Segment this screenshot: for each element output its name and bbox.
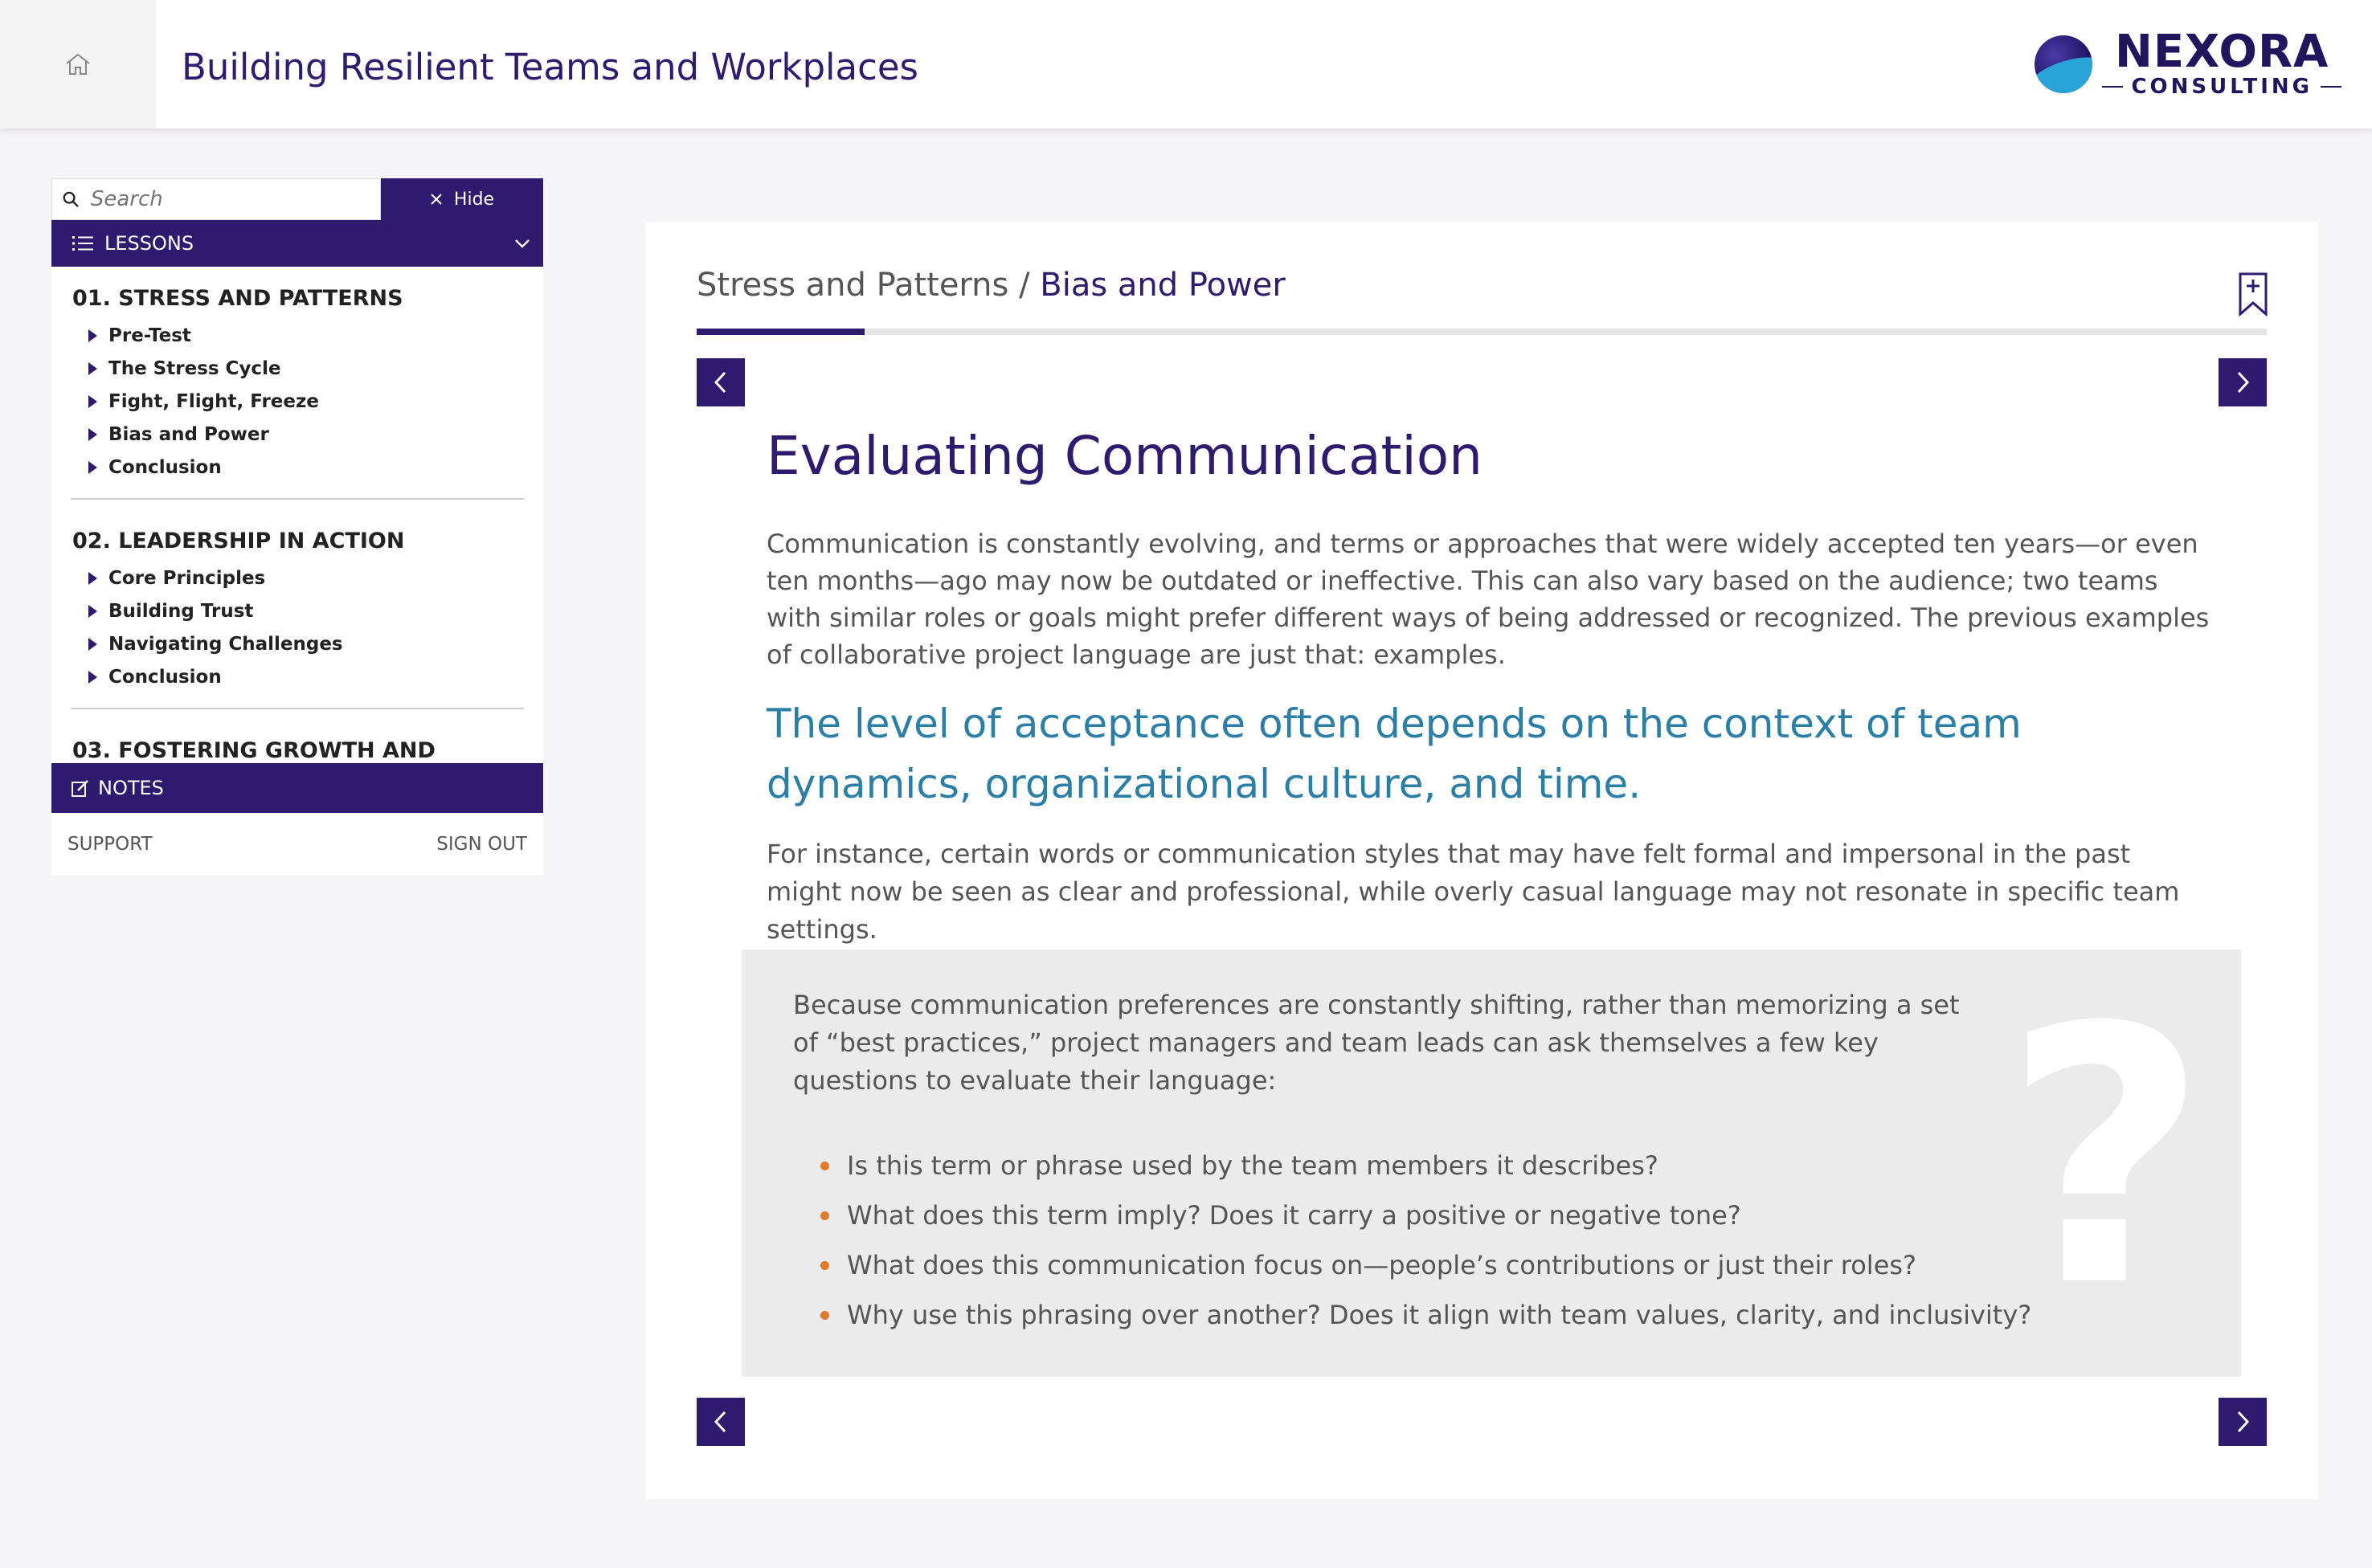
sidebar-footer <box>51 813 543 876</box>
lesson-item-stress-cycle[interactable] <box>71 352 524 385</box>
lesson-item-pre-test[interactable] <box>71 319 524 352</box>
question-text: What does this communication focus on—people’s contributions or just their roles? <box>847 1250 1917 1280</box>
bookmark-add-icon <box>2238 272 2268 316</box>
sidebar <box>51 178 543 876</box>
hide-sidebar-button[interactable] <box>381 178 543 220</box>
bookmark-button[interactable] <box>2238 272 2268 320</box>
close-icon <box>430 193 443 206</box>
question-mark-icon: ? <box>2003 953 2209 1364</box>
chevron-down-icon[interactable] <box>514 239 530 248</box>
lesson-label: Pre-Test <box>108 325 191 346</box>
page-heading: Evaluating Communication <box>767 425 1482 487</box>
bullet-icon <box>820 1162 829 1170</box>
top-bar <box>0 0 2372 129</box>
play-triangle-icon <box>88 572 97 585</box>
bullet-icon <box>820 1261 829 1270</box>
home-icon <box>64 52 92 76</box>
search-box[interactable] <box>51 178 381 220</box>
chevron-left-icon <box>713 1410 729 1434</box>
lessons-header[interactable] <box>51 220 543 267</box>
sign-out-link[interactable]: SIGN OUT <box>436 834 527 855</box>
play-triangle-icon <box>88 461 97 474</box>
module-title[interactable]: 03. FOSTERING GROWTH AND <box>72 738 436 763</box>
logo-mark-icon <box>2035 35 2092 93</box>
logo-subtitle: CONSULTING <box>2102 75 2341 99</box>
lesson-card <box>645 222 2318 1499</box>
pull-quote: The level of acceptance often depends on the context of team dynamics, organizational culture, and time. <box>767 700 2022 807</box>
notes-button[interactable] <box>51 763 543 813</box>
play-triangle-icon <box>88 329 97 342</box>
support-link[interactable]: SUPPORT <box>67 834 153 855</box>
callout-intro: Because communication preferences are constantly shifting, rather than memorizing a set of “best practices,” project managers and team leads can ask themselves a few key questions to evaluate their language: <box>793 990 1960 1096</box>
progress-fill <box>697 329 865 335</box>
list-item <box>793 1290 2031 1340</box>
play-triangle-icon <box>88 428 97 441</box>
search-icon <box>62 190 80 209</box>
lesson-content <box>767 424 2213 949</box>
lesson-item-conclusion[interactable] <box>71 451 524 484</box>
notes-label: NOTES <box>98 777 164 799</box>
edit-note-icon <box>71 778 90 798</box>
chevron-right-icon <box>2235 1410 2251 1434</box>
play-triangle-icon <box>88 638 97 651</box>
breadcrumb <box>697 267 1286 304</box>
bullet-icon <box>820 1311 829 1320</box>
list-item <box>793 1141 2031 1190</box>
search-input[interactable] <box>91 187 380 211</box>
question-text: Is this term or phrase used by the team members it describes? <box>847 1150 1658 1181</box>
lesson-label: Conclusion <box>108 666 222 688</box>
lesson-item-bias-and-power[interactable] <box>71 418 524 451</box>
search-row <box>51 178 543 220</box>
lesson-label: Conclusion <box>108 456 222 478</box>
module-title[interactable]: 02. LEADERSHIP IN ACTION <box>72 529 405 553</box>
next-page-button-top[interactable] <box>2219 358 2267 406</box>
brand-logo <box>2035 26 2341 99</box>
question-text: Why use this phrasing over another? Does it align with team values, clarity, and inclusivity? <box>847 1300 2032 1330</box>
lesson-label: The Stress Cycle <box>108 357 281 379</box>
home-button[interactable] <box>0 0 156 129</box>
module-title[interactable]: 01. STRESS AND PATTERNS <box>72 286 403 311</box>
prev-page-button-bottom[interactable] <box>697 1398 745 1446</box>
play-triangle-icon <box>88 605 97 618</box>
chevron-right-icon <box>2235 370 2251 394</box>
breadcrumb-section[interactable]: Stress and Patterns / <box>697 267 1030 304</box>
lessons-label: LESSONS <box>104 232 194 255</box>
lesson-item-conclusion-2[interactable] <box>71 660 524 693</box>
list-item <box>793 1190 2031 1240</box>
play-triangle-icon <box>88 671 97 684</box>
prev-page-button-top[interactable] <box>697 358 745 406</box>
logo-wordmark: NEXORA <box>2115 26 2329 78</box>
lesson-item-fight-flight-freeze[interactable] <box>71 385 524 418</box>
play-triangle-icon <box>88 362 97 375</box>
list-item <box>793 1240 2031 1290</box>
bullet-icon <box>820 1211 829 1220</box>
hide-label: Hide <box>453 189 495 210</box>
lesson-item-building-trust[interactable] <box>71 594 524 627</box>
lesson-label: Building Trust <box>108 600 254 622</box>
breadcrumb-current: Bias and Power <box>1040 267 1286 304</box>
lesson-label: Core Principles <box>108 567 266 589</box>
lesson-item-navigating-challenges[interactable] <box>71 627 524 660</box>
intro-paragraph: Communication is constantly evolving, and terms or approaches that were widely accepted ten years—or even ten months—ago may now be outdated or ineffective. This can also vary based on the audience; two teams with similar roles or goals might prefer different ways of being addressed or recognized. The previous examples of collaborative project language are just that: examples. <box>767 529 2210 670</box>
divider <box>71 498 524 500</box>
lesson-list <box>51 267 543 763</box>
play-triangle-icon <box>88 395 97 408</box>
question-text: What does this term imply? Does it carry a positive or negative tone? <box>847 1200 1741 1231</box>
list-icon <box>72 235 93 252</box>
body-paragraph: For instance, certain words or communication styles that may have felt formal and impersonal in the past might now be seen as clear and professional, while overly casual language may not resonate in specific team settings. <box>767 839 2180 945</box>
lesson-label: Navigating Challenges <box>108 633 343 655</box>
lesson-item-core-principles[interactable] <box>71 561 524 594</box>
question-list <box>793 1141 2031 1340</box>
questions-callout <box>742 949 2241 1377</box>
next-page-button-bottom[interactable] <box>2219 1398 2267 1446</box>
chevron-left-icon <box>713 370 729 394</box>
lesson-label: Fight, Flight, Freeze <box>108 390 319 412</box>
lesson-progress-bar <box>697 329 2267 335</box>
course-title: Building Resilient Teams and Workplaces <box>182 46 919 88</box>
lesson-label: Bias and Power <box>108 423 269 445</box>
divider <box>71 708 524 709</box>
